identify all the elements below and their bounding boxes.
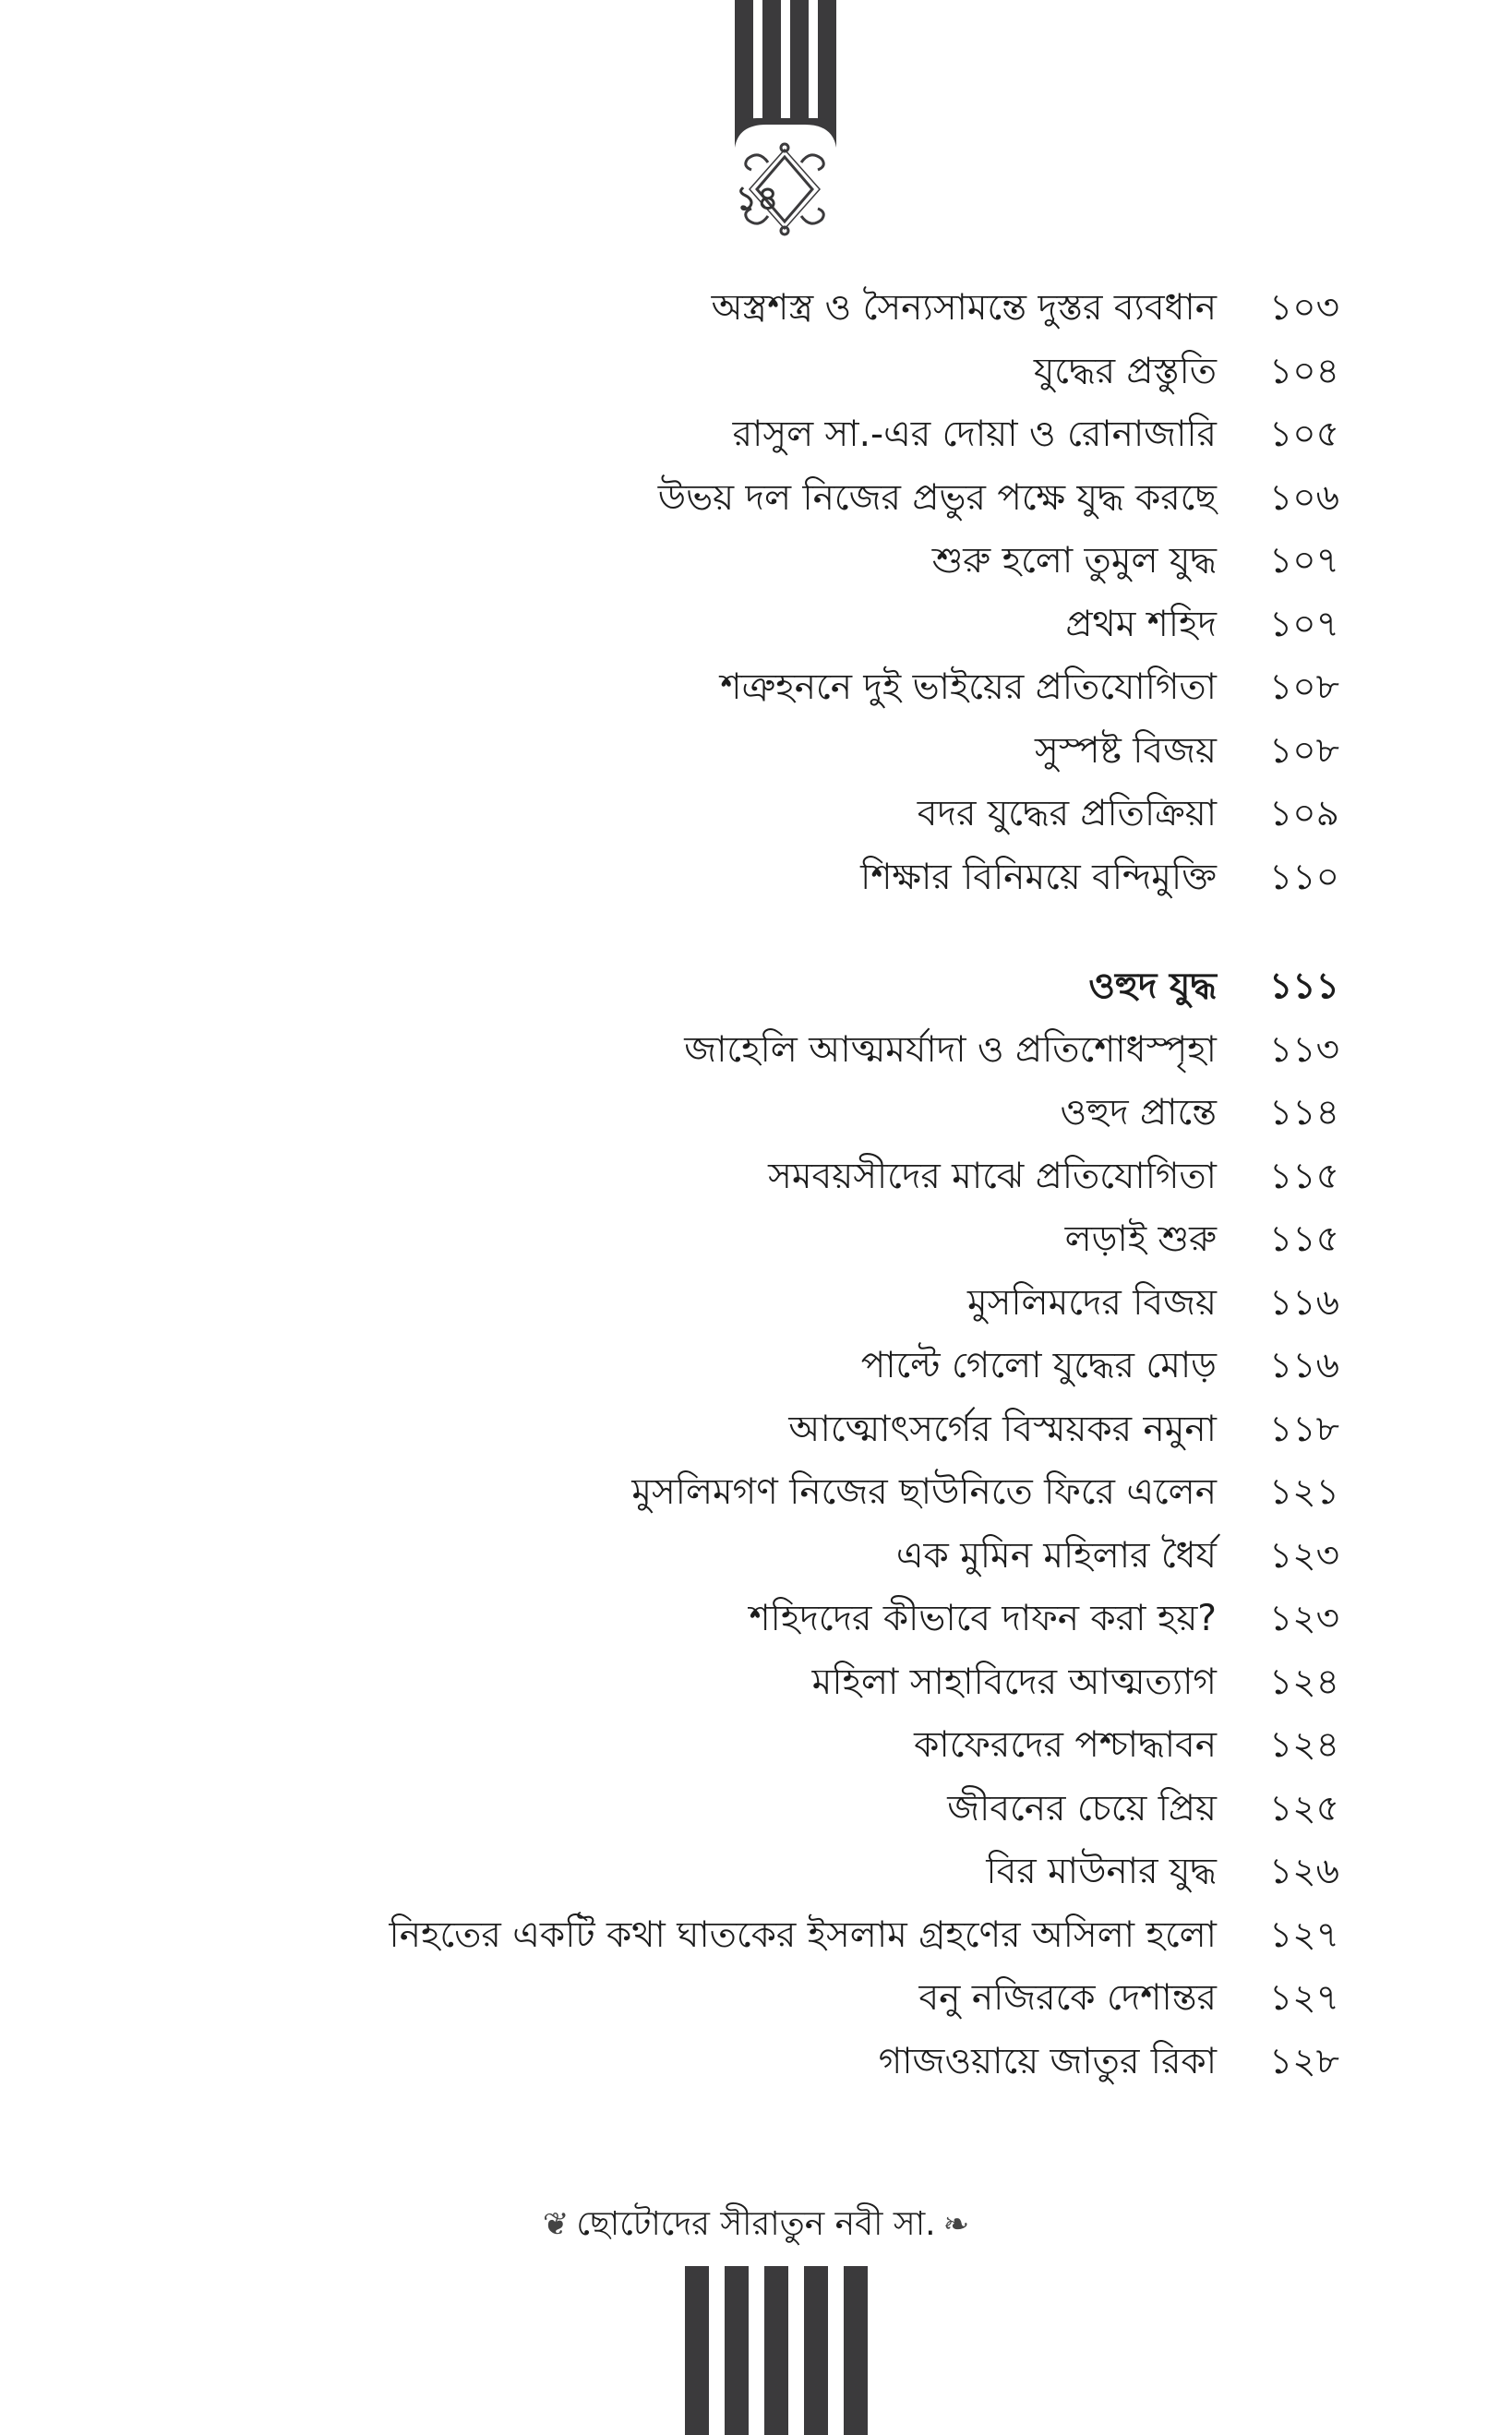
toc-entry-title: শহিদদের কীভাবে দাফন করা হয়? bbox=[749, 1598, 1217, 1639]
book-title: ছোটোদের সীরাতুন নবী সা. bbox=[576, 2205, 936, 2243]
toc-entry bbox=[0, 1970, 1512, 2027]
toc-entry-page: ১০৫ bbox=[1269, 414, 1339, 455]
toc-entry-title: ওহুদ যুদ্ধ bbox=[1088, 966, 1217, 1007]
toc-entry bbox=[0, 1590, 1512, 1648]
toc-entry-page: ১০৯ bbox=[1269, 793, 1339, 834]
toc-entry-page: ১১৫ bbox=[1269, 1218, 1339, 1260]
page-number: ১৪ bbox=[735, 180, 779, 218]
toc-entry bbox=[0, 2033, 1512, 2091]
toc-entry bbox=[0, 659, 1512, 716]
toc-entry-title: বির মাউনার যুদ্ধ bbox=[986, 1851, 1217, 1892]
toc-entry bbox=[0, 280, 1512, 337]
toc-entry bbox=[0, 786, 1512, 843]
toc-entry bbox=[0, 958, 1512, 1015]
toc-entry bbox=[0, 1843, 1512, 1901]
toc-entry-title: বনু নজিরকে দেশান্তর bbox=[918, 1977, 1217, 2019]
toc-entry-title: অস্ত্রশস্ত্র ও সৈন্যসামন্তে দুস্তর ব্যবধান bbox=[711, 287, 1217, 329]
toc-entry-page: ১১১ bbox=[1269, 966, 1339, 1007]
toc-entry-title: পাল্টে গেলো যুদ্ধের মোড় bbox=[860, 1345, 1217, 1386]
toc-entry-page: ১০৮ bbox=[1269, 666, 1339, 708]
toc-entry bbox=[0, 1022, 1512, 1079]
toc-entry-page: ১০৭ bbox=[1269, 540, 1340, 582]
toc-entry-title: লড়াই শুরু bbox=[1064, 1218, 1217, 1260]
toc-entry bbox=[0, 533, 1512, 590]
toc-entry bbox=[0, 343, 1512, 401]
toc-entry-page: ১০৩ bbox=[1269, 287, 1340, 329]
toc-entry bbox=[0, 1085, 1512, 1142]
toc-entry-title: রাসুল সা.-এর দোয়া ও রোনাজারি bbox=[732, 414, 1217, 455]
toc-entry-title: মহিলা সাহাবিদের আত্মত্যাগ bbox=[811, 1661, 1217, 1703]
toc-entry bbox=[0, 1337, 1512, 1395]
toc-entry bbox=[0, 1401, 1512, 1458]
toc-entry bbox=[0, 470, 1512, 527]
toc-entry-title: আত্মোৎসর্গের বিস্ময়কর নমুনা bbox=[788, 1409, 1217, 1450]
toc-entry-title: শত্রুহননে দুই ভাইয়ের প্রতিযোগিতা bbox=[720, 666, 1217, 708]
toc-entry-title: যুদ্ধের প্রস্তুতি bbox=[1033, 351, 1217, 392]
toc-entry-title: মুসলিমগণ নিজের ছাউনিতে ফিরে এলেন bbox=[631, 1471, 1217, 1513]
toc-entry-page: ১১৪ bbox=[1269, 1092, 1339, 1134]
toc-entry-title: সুস্পষ্ট বিজয় bbox=[1034, 730, 1217, 772]
toc-entry-title: বদর যুদ্ধের প্রতিক্রিয়া bbox=[917, 793, 1217, 834]
toc-entry-title: শুরু হলো তুমুল যুদ্ধ bbox=[931, 540, 1217, 582]
toc-entry-title: কাফেরদের পশ্চাদ্ধাবন bbox=[914, 1724, 1217, 1766]
toc-entry-page: ১১৬ bbox=[1269, 1282, 1339, 1324]
toc-entry-page: ১২৭ bbox=[1269, 1914, 1340, 1956]
toc-entry-page: ১২৪ bbox=[1269, 1724, 1339, 1766]
toc-entry-page: ১২৩ bbox=[1269, 1598, 1340, 1639]
toc-entry-title: মুসলিমদের বিজয় bbox=[966, 1282, 1217, 1324]
toc-entry bbox=[0, 1781, 1512, 1838]
toc-entry-page: ১১৮ bbox=[1269, 1409, 1339, 1450]
toc-entry-page: ১২১ bbox=[1269, 1471, 1339, 1513]
toc-entry-title: ওহুদ প্রান্তে bbox=[1060, 1092, 1217, 1134]
toc-entry bbox=[0, 849, 1512, 906]
toc-entry-title: জীবনের চেয়ে প্রিয় bbox=[947, 1788, 1217, 1829]
toc-entry bbox=[0, 1275, 1512, 1332]
toc-entry-page: ১২৩ bbox=[1269, 1535, 1340, 1577]
toc-entry bbox=[0, 1148, 1512, 1206]
toc-entry-page: ১০৮ bbox=[1269, 730, 1339, 772]
toc-entry-page: ১০৭ bbox=[1269, 604, 1340, 645]
running-footer bbox=[0, 2197, 1512, 2252]
toc-entry-page: ১২৪ bbox=[1269, 1661, 1339, 1703]
toc-entry-page: ১২৭ bbox=[1269, 1977, 1340, 2019]
toc-entry-page: ১২৬ bbox=[1269, 1851, 1340, 1892]
toc-entry bbox=[0, 1654, 1512, 1711]
toc-entry bbox=[0, 1717, 1512, 1774]
toc-entry-title: গাজওয়ায়ে জাতুর রিকা bbox=[878, 2041, 1217, 2082]
footer-ornament-right-icon: ❧ bbox=[942, 2206, 970, 2243]
toc-entry-page: ১১০ bbox=[1269, 857, 1339, 898]
toc-entry-page: ১০৬ bbox=[1269, 477, 1340, 519]
toc-entry bbox=[0, 1211, 1512, 1268]
toc-entry-page: ১২৮ bbox=[1269, 2041, 1339, 2082]
toc-entry-title: নিহতের একটি কথা ঘাতকের ইসলাম গ্রহণের অসিলা হলো bbox=[389, 1914, 1217, 1956]
toc-entry-page: ১২৫ bbox=[1269, 1788, 1339, 1829]
toc-entry-page: ১১৬ bbox=[1269, 1345, 1339, 1386]
toc-entry-title: এক মুমিন মহিলার ধৈর্য bbox=[895, 1535, 1217, 1577]
toc-entry-title: শিক্ষার বিনিময়ে বন্দিমুক্তি bbox=[860, 857, 1217, 898]
toc-entry bbox=[0, 1528, 1512, 1585]
bottom-stripes bbox=[674, 2266, 932, 2435]
toc-entry bbox=[0, 596, 1512, 654]
toc-entry-page: ১০৪ bbox=[1269, 351, 1339, 392]
toc-entry-title: প্রথম শহিদ bbox=[1065, 604, 1217, 645]
footer-ornament-left-icon: ❦ bbox=[542, 2206, 570, 2243]
toc-entry-title: উভয় দল নিজের প্রভুর পক্ষে যুদ্ধ করছে bbox=[657, 477, 1217, 519]
toc-entry-title: সমবয়সীদের মাঝে প্রতিযোগিতা bbox=[768, 1156, 1217, 1197]
toc-entry bbox=[0, 1907, 1512, 1964]
toc-entry-title: জাহেলি আত্মমর্যাদা ও প্রতিশোধস্পৃহা bbox=[684, 1029, 1217, 1071]
toc-entry bbox=[0, 1464, 1512, 1521]
toc-entry-page: ১১৫ bbox=[1269, 1156, 1339, 1197]
toc-entry bbox=[0, 406, 1512, 463]
toc-entry bbox=[0, 723, 1512, 780]
toc-entry-page: ১১৩ bbox=[1269, 1029, 1339, 1071]
